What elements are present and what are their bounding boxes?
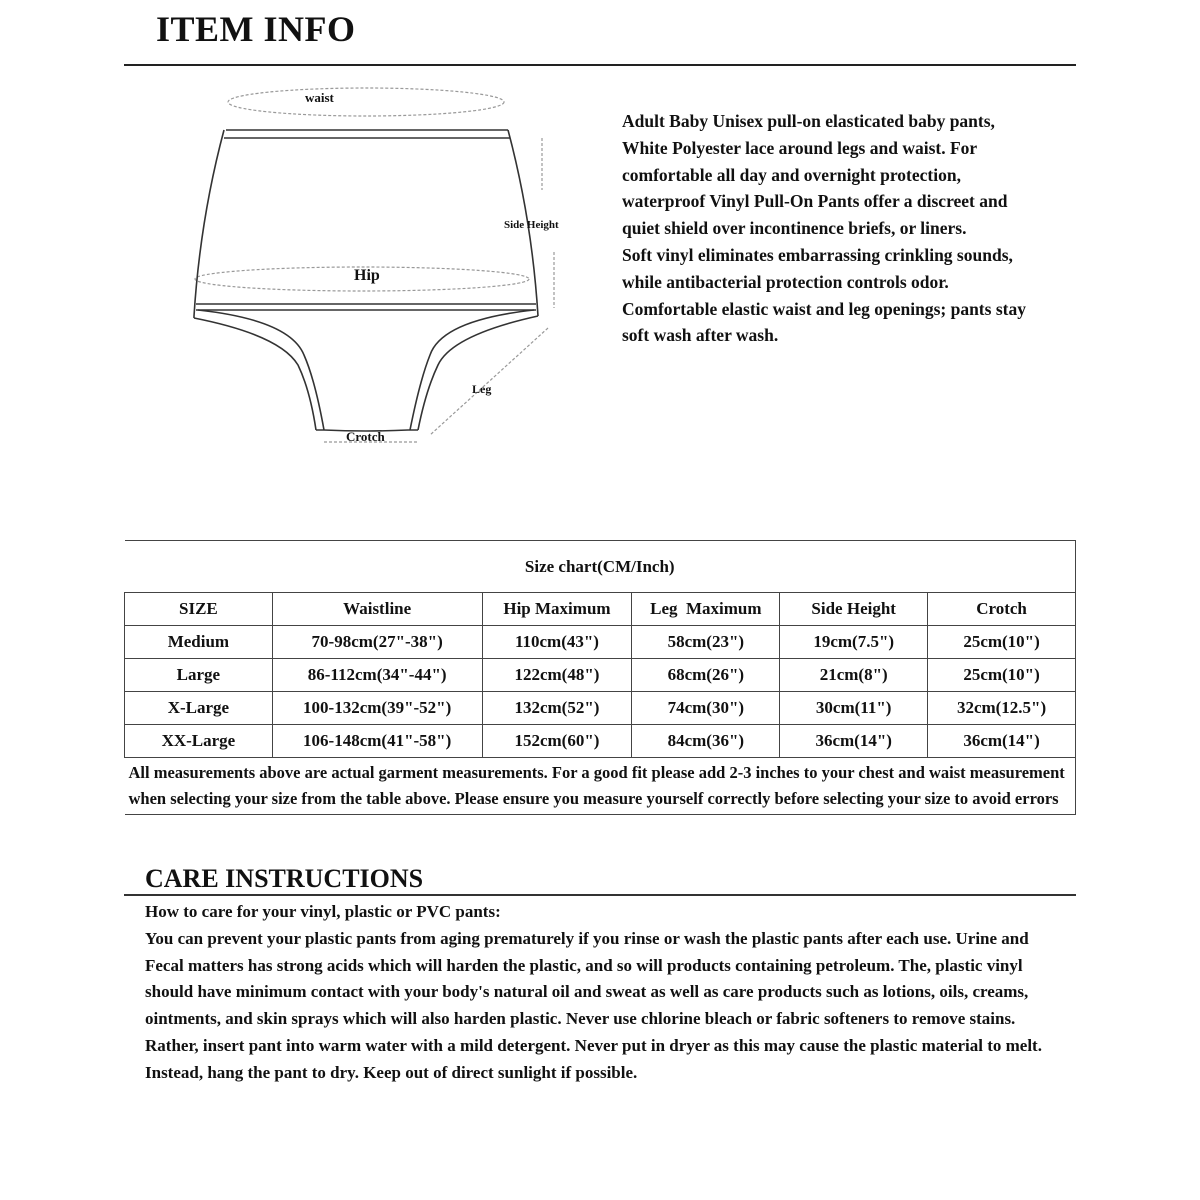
side-height-cell: 21cm(8")	[780, 659, 928, 692]
description-paragraph: Soft vinyl eliminates embarrassing crinkling sounds, while antibacterial protection controls odor. Comfortable elastic waist and leg openings; pants stay soft wash after wash.	[622, 244, 1026, 346]
measurement-diagram	[190, 80, 600, 460]
crotch-cell: 25cm(10")	[928, 659, 1076, 692]
size-cell: Medium	[125, 626, 273, 659]
waist-measure-line	[228, 88, 504, 116]
product-description	[622, 108, 1042, 349]
leg-cell: 84cm(36")	[632, 725, 780, 758]
column-header: Side Height	[780, 593, 928, 626]
pants-diagram-icon	[190, 80, 600, 460]
hip-cell: 132cm(52")	[482, 692, 632, 725]
description-paragraph: Adult Baby Unisex pull-on elasticated baby pants, White Polyester lace around legs and waist. For comfortable all day and overnight protection, waterproof Vinyl Pull-On Pants offer a discreet and quiet shield over incontinence briefs, or liners.	[622, 111, 1008, 239]
table-row	[125, 692, 1076, 725]
care-instructions	[145, 899, 1065, 1087]
waistline-cell: 70-98cm(27"-38")	[272, 626, 482, 659]
table-row	[125, 659, 1076, 692]
care-instructions-heading: CARE INSTRUCTIONS	[145, 864, 424, 893]
column-header: Waistline	[272, 593, 482, 626]
size-cell: Large	[125, 659, 273, 692]
column-header: Hip Maximum	[482, 593, 632, 626]
waistline-cell: 100-132cm(39"-52")	[272, 692, 482, 725]
leg-cell: 68cm(26")	[632, 659, 780, 692]
hip-cell: 152cm(60")	[482, 725, 632, 758]
leg-cell: 58cm(23")	[632, 626, 780, 659]
crotch-cell: 36cm(14")	[928, 725, 1076, 758]
care-divider	[124, 894, 1076, 896]
crotch-cell: 32cm(12.5")	[928, 692, 1076, 725]
size-chart-note: All measurements above are actual garment measurements. For a good fit please add 2-3 inches to your chest and waist measurement when selecting your size from the table above. Please ensure you measure yourself correctly before selecting your size to avoid errors	[125, 758, 1076, 815]
size-chart-caption: Size chart(CM/Inch)	[125, 541, 1076, 593]
hip-label: Hip	[354, 267, 380, 284]
column-header: SIZE	[125, 593, 273, 626]
size-cell: X-Large	[125, 692, 273, 725]
page-title: ITEM INFO	[156, 9, 356, 49]
crotch-label: Crotch	[346, 429, 385, 444]
column-header: Leg Maximum	[632, 593, 780, 626]
table-row	[125, 626, 1076, 659]
leg-cell: 74cm(30")	[632, 692, 780, 725]
table-header-row	[125, 593, 1076, 626]
title-divider	[124, 64, 1076, 66]
side-height-label: Side Height	[504, 219, 559, 231]
side-height-cell: 30cm(11")	[780, 692, 928, 725]
care-body: You can prevent your plastic pants from aging prematurely if you rinse or wash the plastic pants after each use. Urine and Fecal matters has strong acids which will harden the plastic, and so will products containing petroleum. The, plastic vinyl should have minimum contact with your body's natural oil and sweat as well as care products such as lotions, oils, creams, ointments, and skin sprays which will also harden plastic. Never use chlorine bleach or fabric softeners to remove stains. Rather, insert pant into warm water with a mild detergent. Never put in dryer as this may cause the plastic material to melt. Instead, hang the pant to dry. Keep out of direct sunlight if possible.	[145, 928, 1042, 1082]
crotch-cell: 25cm(10")	[928, 626, 1076, 659]
size-chart-table	[124, 540, 1076, 815]
care-subtitle: How to care for your vinyl, plastic or PVC pants:	[145, 902, 501, 921]
waistline-cell: 106-148cm(41"-58")	[272, 725, 482, 758]
hip-cell: 122cm(48")	[482, 659, 632, 692]
size-cell: XX-Large	[125, 725, 273, 758]
leg-label: Leg	[472, 382, 492, 396]
hip-cell: 110cm(43")	[482, 626, 632, 659]
side-height-cell: 36cm(14")	[780, 725, 928, 758]
waist-label: waist	[305, 90, 334, 105]
waistline-cell: 86-112cm(34"-44")	[272, 659, 482, 692]
column-header: Crotch	[928, 593, 1076, 626]
side-height-cell: 19cm(7.5")	[780, 626, 928, 659]
table-row	[125, 725, 1076, 758]
